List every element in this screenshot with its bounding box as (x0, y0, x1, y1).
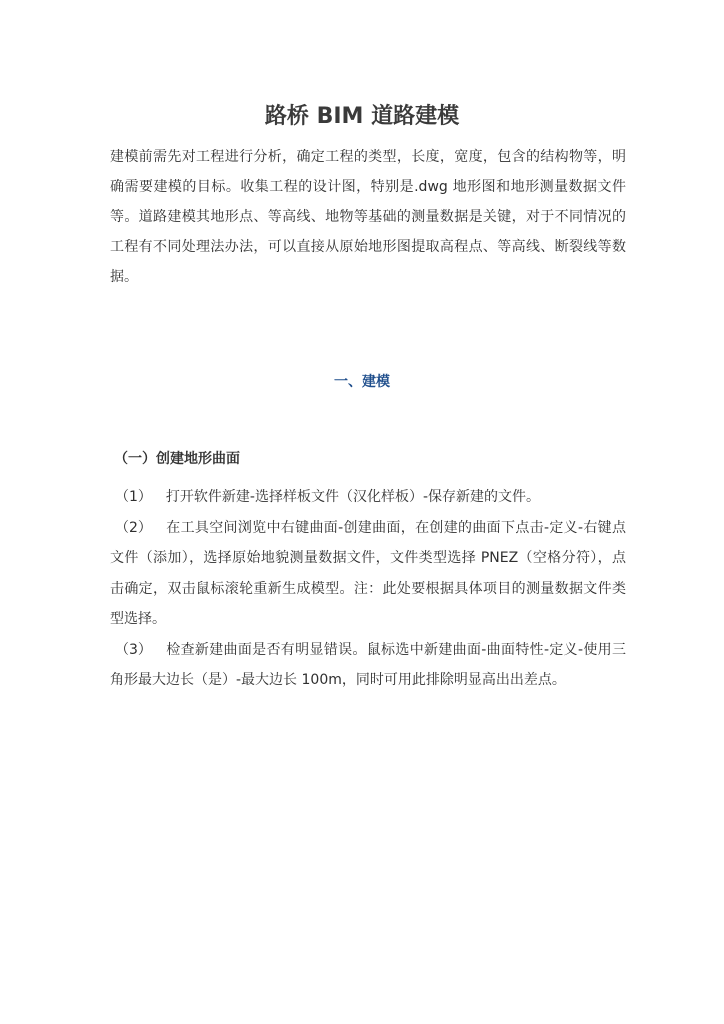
steps-list (110, 482, 626, 696)
section-heading: 一、建模 (334, 374, 390, 390)
intro-paragraph: 建模前需先对工程进行分析，确定工程的类型，长度，宽度，包含的结构物等，明确需要建模的目标。收集工程的设计图，特别是.dwg 地形图和地形测量数据文件等。道路建模其地形点、等高线、地物等基础的测量数据是关键，对于不同情况的工程有不同处理法办法，可以直接从原始地形图提取高程点、等高线、断裂线等数据。 (110, 149, 626, 285)
document-title: 路桥 BIM 道路建模 (264, 104, 460, 129)
step-text: 打开软件新建-选择样板文件（汉化样板）-保存新建的文件。 (165, 489, 541, 505)
step-text: 检查新建曲面是否有明显错误。鼠标选中新建曲面-曲面特性-定义-使用三角形最大边长（是）-最大边长 100m，同时可用此排除明显高出出差点。 (110, 641, 626, 688)
step-number: （2） (115, 519, 152, 536)
step-item (110, 482, 626, 513)
step-number: （3） (115, 641, 152, 658)
step-item (110, 513, 626, 635)
step-number: （1） (115, 489, 152, 505)
sub-heading: （一）创建地形曲面 (114, 451, 240, 467)
step-item (110, 635, 626, 696)
step-text: 在工具空间浏览中右键曲面-创建曲面，在创建的曲面下点击-定义-右键点文件（添加），选择原始地貌测量数据文件，文件类型选择 PNEZ（空格分符），点击确定，双击鼠标滚轮重新生成模型。注：此处要根据具体项目的测量数据文件类型选择。 (110, 519, 626, 627)
